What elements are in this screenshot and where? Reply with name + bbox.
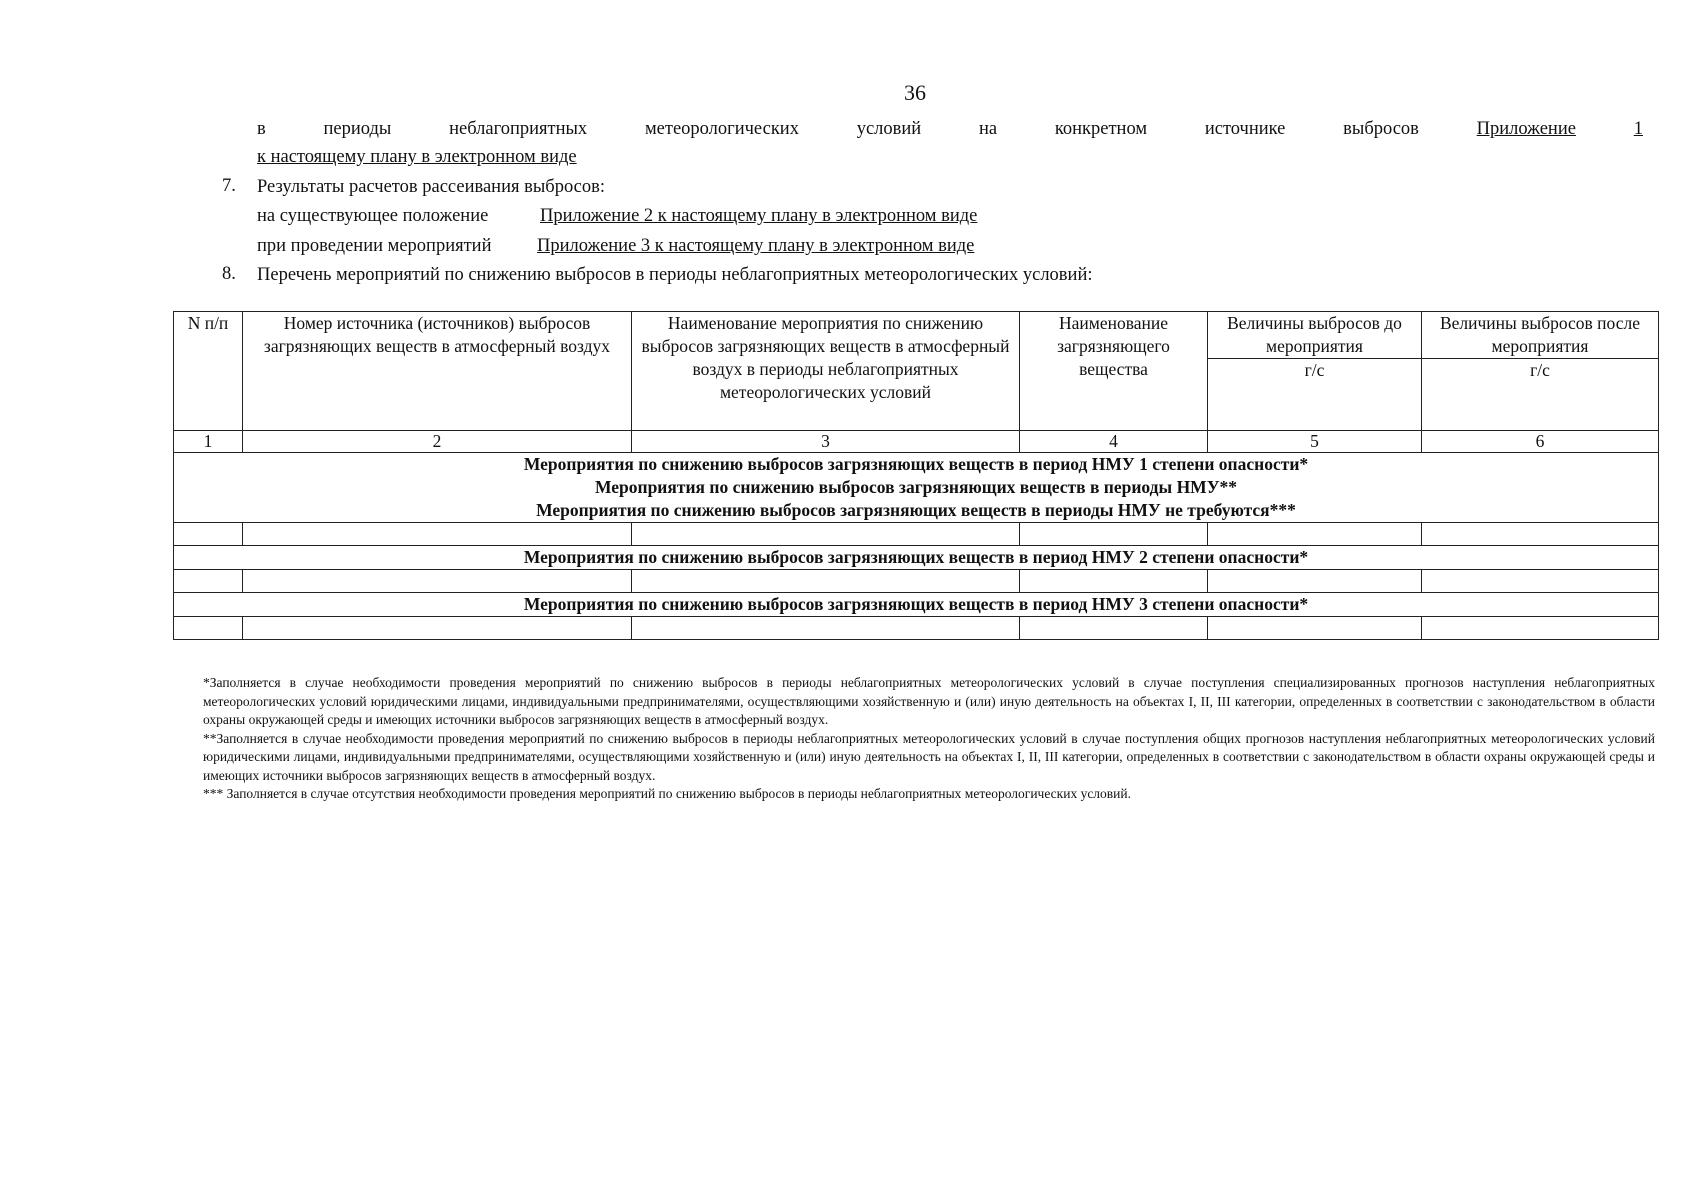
intro-word: конкретном — [1054, 119, 1148, 139]
header-after-label: Величины выбросов после мероприятия — [1439, 313, 1641, 356]
item-7-title: Результаты расчетов рассеивания выбросов: — [257, 177, 605, 197]
header-before-label: Величины выбросов до мероприятия — [1227, 313, 1402, 356]
table-cell[interactable] — [174, 617, 243, 640]
intro-line — [257, 118, 1643, 140]
section-2-row — [174, 546, 1659, 570]
section-2-heading: Мероприятия по снижению выбросов загрязняющих веществ в период НМУ 2 степени опасности* — [174, 546, 1659, 570]
intro-word: условий — [856, 119, 922, 139]
unit-after: г/с — [1422, 359, 1659, 431]
header-source — [243, 312, 632, 431]
footnote-1: *Заполняется в случае необходимости проведения мероприятий по снижению выбросов в периоды неблагоприятных метеорологических условий в случае поступления специализированных прогнозов наступления неблагоприятных метеорологических условий юридическими лицами, индивидуальными предпринимателями, осуществляющими хозяйственную и (или) иную деятельность на объектах I, II, III категории, определенных в соответствии с законодательством в области охраны окружающей среды и имеющих источники выбросов загрязняющих веществ в атмосферный воздух. — [203, 675, 1655, 727]
table-cell[interactable] — [1422, 523, 1659, 546]
appendix-1-link-number[interactable]: 1 — [1633, 119, 1643, 139]
table-cell[interactable] — [243, 570, 632, 593]
header-measure-label: Наименование мероприятия по снижению выбросов загрязняющих веществ в атмосферный воздух в периоды неблагоприятных метеорологических условий — [641, 313, 1010, 402]
column-number: 4 — [1020, 431, 1208, 453]
intro-word: на — [978, 119, 998, 139]
header-before — [1208, 312, 1422, 359]
table-cell[interactable] — [1020, 617, 1208, 640]
intro-word: неблагоприятных — [449, 119, 588, 139]
item-8-number: 8. — [222, 264, 236, 284]
section-1-heading — [174, 453, 1659, 523]
column-numbers-row — [174, 431, 1659, 453]
table-cell[interactable] — [243, 617, 632, 640]
section-3-heading: Мероприятия по снижению выбросов загрязняющих веществ в период НМУ 3 степени опасности* — [174, 593, 1659, 617]
column-number: 1 — [174, 431, 243, 453]
intro-word: в — [257, 119, 266, 139]
section-1-row — [174, 453, 1659, 523]
column-number: 6 — [1422, 431, 1659, 453]
appendix-3-link[interactable]: Приложение 3 к настоящему плану в электронном виде — [537, 236, 975, 256]
table-cell[interactable] — [1422, 617, 1659, 640]
footnote-3: *** Заполняется в случае отсутствия необходимости проведения мероприятий по снижению выбросов в периоды неблагоприятных метеорологических условий. — [203, 786, 1131, 801]
appendix-2-link[interactable]: Приложение 2 к настоящему плану в электронном виде — [540, 206, 978, 226]
section-3-row — [174, 593, 1659, 617]
table-cell[interactable] — [1208, 523, 1422, 546]
table-row — [174, 617, 1659, 640]
section-1-line: Мероприятия по снижению выбросов загрязняющих веществ в периоды НМУ** — [594, 477, 1238, 497]
header-number-label: N п/п — [187, 313, 229, 333]
item-7-number: 7. — [222, 176, 236, 196]
table-cell[interactable] — [174, 570, 243, 593]
header-substance-label: Наименование загрязняющего вещества — [1057, 313, 1170, 379]
intro-word: выбросов — [1343, 119, 1419, 139]
table-cell[interactable] — [1422, 570, 1659, 593]
measures-table — [173, 311, 1659, 640]
footnotes — [203, 674, 1655, 804]
table-header-row — [174, 312, 1659, 359]
page-number: 36 — [904, 80, 926, 105]
section-1-line: Мероприятия по снижению выбросов загрязняющих веществ в период НМУ 1 степени опасности* — [523, 454, 1309, 474]
intro-word: периоды — [323, 119, 392, 139]
intro-word: источнике — [1204, 119, 1286, 139]
table-row — [174, 523, 1659, 546]
table-row — [174, 570, 1659, 593]
column-number: 2 — [243, 431, 632, 453]
table-cell[interactable] — [174, 523, 243, 546]
table-cell[interactable] — [1020, 523, 1208, 546]
measures-label: при проведении мероприятий — [257, 236, 492, 256]
table-cell[interactable] — [632, 523, 1020, 546]
table-cell[interactable] — [632, 570, 1020, 593]
column-number: 5 — [1208, 431, 1422, 453]
table-cell[interactable] — [243, 523, 632, 546]
column-number: 3 — [632, 431, 1020, 453]
header-after — [1422, 312, 1659, 359]
header-source-label: Номер источника (источников) выбросов загрязняющих веществ в атмосферный воздух — [263, 313, 611, 356]
table-cell[interactable] — [1020, 570, 1208, 593]
table-cell[interactable] — [632, 617, 1020, 640]
section-1-line: Мероприятия по снижению выбросов загрязняющих веществ в периоды НМУ не требуются*** — [536, 500, 1296, 520]
footnote-2: **Заполняется в случае необходимости проведения мероприятий по снижению выбросов в периоды неблагоприятных метеорологических условий в случае поступления общих прогнозов наступления неблагоприятных метеорологических условий юридическими лицами, индивидуальными предпринимателями, осуществляющими хозяйственную и (или) иную деятельность на объектах I, II, III категории, определенных в соответствии с законодательством в области охраны окружающей среды и имеющих источники выбросов загрязняющих веществ в атмосферный воздух. — [203, 730, 1655, 783]
table-cell[interactable] — [1208, 570, 1422, 593]
existing-state-label: на существующее положение — [257, 206, 489, 226]
appendix-1-link-start[interactable]: Приложение — [1476, 119, 1576, 139]
appendix-1-link-end[interactable]: к настоящему плану в электронном виде — [257, 147, 577, 167]
unit-before: г/с — [1208, 359, 1422, 431]
table-cell[interactable] — [1208, 617, 1422, 640]
header-measure — [632, 312, 1020, 431]
intro-word: метеорологических — [644, 119, 799, 139]
header-substance — [1020, 312, 1208, 431]
header-number — [174, 312, 243, 431]
item-8-title: Перечень мероприятий по снижению выбросов в периоды неблагоприятных метеорологических условий: — [257, 265, 1093, 285]
